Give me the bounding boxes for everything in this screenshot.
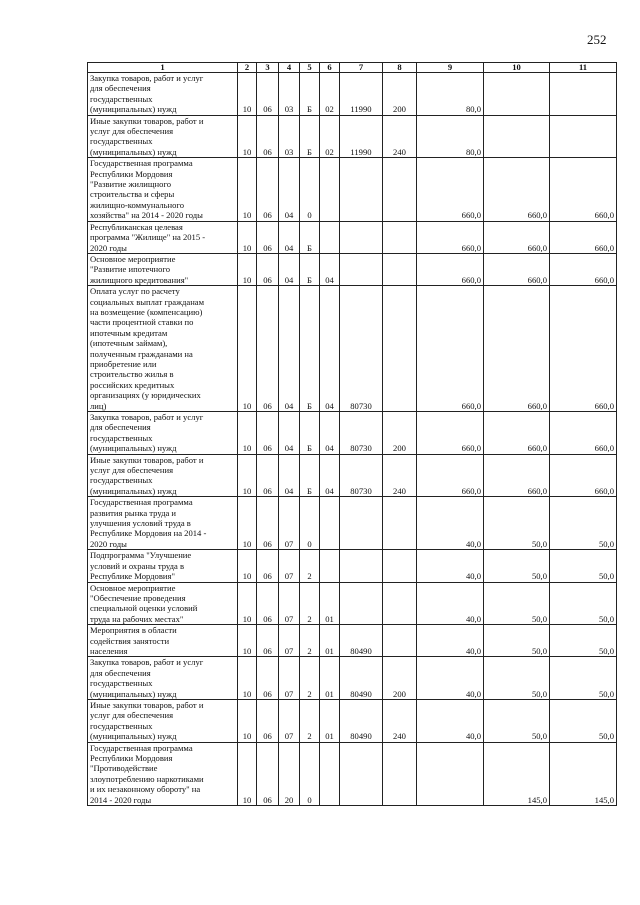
measure-code bbox=[320, 550, 340, 582]
direction-code bbox=[340, 742, 383, 805]
table-row bbox=[88, 221, 617, 253]
table-row bbox=[88, 253, 617, 285]
amount-col-10: 145,0 bbox=[484, 742, 550, 805]
amount-col-10: 660,0 bbox=[484, 158, 550, 221]
measure-code: 01 bbox=[320, 699, 340, 742]
section-code: 10 bbox=[238, 253, 257, 285]
expense-type-code bbox=[383, 497, 417, 550]
direction-code: 80490 bbox=[340, 625, 383, 657]
measure-code bbox=[320, 497, 340, 550]
section-code: 10 bbox=[238, 73, 257, 116]
program-code: 07 bbox=[279, 657, 300, 700]
amount-col-11: 660,0 bbox=[550, 454, 617, 497]
subprogram-code: Б bbox=[300, 221, 320, 253]
amount-col-9: 40,0 bbox=[417, 699, 484, 742]
amount-col-9: 40,0 bbox=[417, 550, 484, 582]
table-row bbox=[88, 115, 617, 158]
section-code: 10 bbox=[238, 582, 257, 625]
expense-type-code bbox=[383, 550, 417, 582]
program-code: 03 bbox=[279, 73, 300, 116]
table-body bbox=[88, 73, 617, 806]
subsection-code: 06 bbox=[257, 115, 279, 158]
amount-col-11: 660,0 bbox=[550, 253, 617, 285]
subsection-code: 06 bbox=[257, 286, 279, 412]
subsection-code: 06 bbox=[257, 657, 279, 700]
table-row bbox=[88, 412, 617, 455]
subprogram-code: 2 bbox=[300, 625, 320, 657]
amount-col-9: 660,0 bbox=[417, 286, 484, 412]
amount-col-11 bbox=[550, 115, 617, 158]
section-code: 10 bbox=[238, 742, 257, 805]
section-code: 10 bbox=[238, 115, 257, 158]
table-row bbox=[88, 582, 617, 625]
column-header: 8 bbox=[383, 63, 417, 73]
row-description: Подпрограмма "Улучшение условий и охраны труда в Республике Мордовия" bbox=[88, 550, 238, 582]
amount-col-11: 50,0 bbox=[550, 582, 617, 625]
amount-col-10: 660,0 bbox=[484, 454, 550, 497]
subprogram-code: 0 bbox=[300, 497, 320, 550]
subsection-code: 06 bbox=[257, 221, 279, 253]
direction-code: 80730 bbox=[340, 286, 383, 412]
amount-col-10: 660,0 bbox=[484, 253, 550, 285]
column-header: 7 bbox=[340, 63, 383, 73]
table-row bbox=[88, 657, 617, 700]
subsection-code: 06 bbox=[257, 550, 279, 582]
column-header: 11 bbox=[550, 63, 617, 73]
measure-code: 04 bbox=[320, 412, 340, 455]
program-code: 07 bbox=[279, 625, 300, 657]
section-code: 10 bbox=[238, 221, 257, 253]
amount-col-10: 660,0 bbox=[484, 286, 550, 412]
amount-col-10: 660,0 bbox=[484, 412, 550, 455]
expense-type-code: 240 bbox=[383, 115, 417, 158]
column-header: 5 bbox=[300, 63, 320, 73]
section-code: 10 bbox=[238, 286, 257, 412]
measure-code: 04 bbox=[320, 253, 340, 285]
section-code: 10 bbox=[238, 699, 257, 742]
amount-col-9: 80,0 bbox=[417, 115, 484, 158]
table-row bbox=[88, 454, 617, 497]
direction-code bbox=[340, 158, 383, 221]
amount-col-9: 660,0 bbox=[417, 253, 484, 285]
column-header: 10 bbox=[484, 63, 550, 73]
direction-code: 80490 bbox=[340, 657, 383, 700]
direction-code bbox=[340, 497, 383, 550]
program-code: 04 bbox=[279, 158, 300, 221]
amount-col-10: 50,0 bbox=[484, 699, 550, 742]
amount-col-11: 660,0 bbox=[550, 158, 617, 221]
measure-code: 01 bbox=[320, 625, 340, 657]
row-description: Закупка товаров, работ и услуг для обеспечения государственных (муниципальных) нужд bbox=[88, 412, 238, 455]
row-description: Иные закупки товаров, работ и услуг для обеспечения государственных (муниципальных) нужд bbox=[88, 115, 238, 158]
subsection-code: 06 bbox=[257, 582, 279, 625]
subprogram-code: Б bbox=[300, 73, 320, 116]
amount-col-10: 50,0 bbox=[484, 550, 550, 582]
subprogram-code: Б bbox=[300, 454, 320, 497]
row-description: Мероприятия в области содействия занятости населения bbox=[88, 625, 238, 657]
expense-type-code bbox=[383, 221, 417, 253]
expense-type-code bbox=[383, 158, 417, 221]
subprogram-code: Б bbox=[300, 412, 320, 455]
amount-col-9: 80,0 bbox=[417, 73, 484, 116]
column-header: 1 bbox=[88, 63, 238, 73]
amount-col-9: 40,0 bbox=[417, 657, 484, 700]
program-code: 04 bbox=[279, 221, 300, 253]
row-description: Основное мероприятие "Развитие ипотечного жилищного кредитования" bbox=[88, 253, 238, 285]
row-description: Основное мероприятие "Обеспечение проведения специальной оценки условий труда на рабочих местах" bbox=[88, 582, 238, 625]
measure-code bbox=[320, 221, 340, 253]
table-row bbox=[88, 286, 617, 412]
direction-code bbox=[340, 253, 383, 285]
amount-col-9: 40,0 bbox=[417, 625, 484, 657]
expense-type-code bbox=[383, 582, 417, 625]
amount-col-10 bbox=[484, 73, 550, 116]
column-header: 4 bbox=[279, 63, 300, 73]
subsection-code: 06 bbox=[257, 625, 279, 657]
page-number: 252 bbox=[587, 32, 607, 47]
direction-code bbox=[340, 221, 383, 253]
row-description: Государственная программа Республики Мордовия "Противодействие злоупотреблению наркотиками и их незаконному обороту" на 2014 - 2020 годы bbox=[88, 742, 238, 805]
subprogram-code: 2 bbox=[300, 699, 320, 742]
column-header: 9 bbox=[417, 63, 484, 73]
direction-code bbox=[340, 550, 383, 582]
subsection-code: 06 bbox=[257, 699, 279, 742]
table-row bbox=[88, 625, 617, 657]
measure-code: 01 bbox=[320, 657, 340, 700]
amount-col-11: 145,0 bbox=[550, 742, 617, 805]
amount-col-11: 660,0 bbox=[550, 412, 617, 455]
expense-type-code: 200 bbox=[383, 73, 417, 116]
amount-col-10: 50,0 bbox=[484, 625, 550, 657]
amount-col-10 bbox=[484, 115, 550, 158]
subsection-code: 06 bbox=[257, 454, 279, 497]
amount-col-9: 660,0 bbox=[417, 412, 484, 455]
amount-col-10: 660,0 bbox=[484, 221, 550, 253]
expense-type-code: 240 bbox=[383, 454, 417, 497]
amount-col-9: 660,0 bbox=[417, 158, 484, 221]
subsection-code: 06 bbox=[257, 497, 279, 550]
program-code: 07 bbox=[279, 582, 300, 625]
subprogram-code: 2 bbox=[300, 582, 320, 625]
direction-code: 80730 bbox=[340, 412, 383, 455]
program-code: 04 bbox=[279, 286, 300, 412]
subprogram-code: 0 bbox=[300, 742, 320, 805]
amount-col-10: 50,0 bbox=[484, 657, 550, 700]
measure-code: 04 bbox=[320, 286, 340, 412]
amount-col-11: 50,0 bbox=[550, 625, 617, 657]
amount-col-11: 50,0 bbox=[550, 550, 617, 582]
expense-type-code: 200 bbox=[383, 412, 417, 455]
subprogram-code: 2 bbox=[300, 550, 320, 582]
direction-code bbox=[340, 582, 383, 625]
column-header: 2 bbox=[238, 63, 257, 73]
row-description: Иные закупки товаров, работ и услуг для обеспечения государственных (муниципальных) нужд bbox=[88, 454, 238, 497]
subprogram-code: Б bbox=[300, 115, 320, 158]
table-row bbox=[88, 699, 617, 742]
subprogram-code: 0 bbox=[300, 158, 320, 221]
section-code: 10 bbox=[238, 657, 257, 700]
measure-code: 04 bbox=[320, 454, 340, 497]
table-row bbox=[88, 550, 617, 582]
amount-col-11: 660,0 bbox=[550, 286, 617, 412]
expense-type-code bbox=[383, 742, 417, 805]
row-description: Республиканская целевая программа "Жилище" на 2015 - 2020 годы bbox=[88, 221, 238, 253]
table-row bbox=[88, 742, 617, 805]
measure-code: 02 bbox=[320, 73, 340, 116]
subprogram-code: Б bbox=[300, 286, 320, 412]
amount-col-9 bbox=[417, 742, 484, 805]
amount-col-10: 50,0 bbox=[484, 582, 550, 625]
amount-col-9: 660,0 bbox=[417, 454, 484, 497]
subsection-code: 06 bbox=[257, 253, 279, 285]
expense-type-code bbox=[383, 253, 417, 285]
table-row bbox=[88, 158, 617, 221]
section-code: 10 bbox=[238, 625, 257, 657]
program-code: 04 bbox=[279, 454, 300, 497]
header-row bbox=[88, 63, 617, 73]
row-description: Закупка товаров, работ и услуг для обеспечения государственных (муниципальных) нужд bbox=[88, 657, 238, 700]
section-code: 10 bbox=[238, 454, 257, 497]
budget-table bbox=[87, 62, 617, 806]
section-code: 10 bbox=[238, 412, 257, 455]
amount-col-9: 660,0 bbox=[417, 221, 484, 253]
program-code: 07 bbox=[279, 550, 300, 582]
amount-col-9: 40,0 bbox=[417, 497, 484, 550]
expense-type-code bbox=[383, 286, 417, 412]
section-code: 10 bbox=[238, 550, 257, 582]
program-code: 04 bbox=[279, 412, 300, 455]
amount-col-10: 50,0 bbox=[484, 497, 550, 550]
amount-col-9: 40,0 bbox=[417, 582, 484, 625]
subsection-code: 06 bbox=[257, 412, 279, 455]
program-code: 20 bbox=[279, 742, 300, 805]
program-code: 07 bbox=[279, 497, 300, 550]
column-header: 3 bbox=[257, 63, 279, 73]
measure-code bbox=[320, 158, 340, 221]
expense-type-code: 200 bbox=[383, 657, 417, 700]
subprogram-code: Б bbox=[300, 253, 320, 285]
column-header: 6 bbox=[320, 63, 340, 73]
amount-col-11: 660,0 bbox=[550, 221, 617, 253]
subsection-code: 06 bbox=[257, 158, 279, 221]
table-row bbox=[88, 73, 617, 116]
amount-col-11: 50,0 bbox=[550, 699, 617, 742]
section-code: 10 bbox=[238, 497, 257, 550]
measure-code: 02 bbox=[320, 115, 340, 158]
section-code: 10 bbox=[238, 158, 257, 221]
direction-code: 11990 bbox=[340, 73, 383, 116]
subsection-code: 06 bbox=[257, 73, 279, 116]
expense-type-code: 240 bbox=[383, 699, 417, 742]
expense-type-code bbox=[383, 625, 417, 657]
subsection-code: 06 bbox=[257, 742, 279, 805]
program-code: 03 bbox=[279, 115, 300, 158]
amount-col-11 bbox=[550, 73, 617, 116]
direction-code: 80490 bbox=[340, 699, 383, 742]
direction-code: 80730 bbox=[340, 454, 383, 497]
program-code: 04 bbox=[279, 253, 300, 285]
row-description: Закупка товаров, работ и услуг для обеспечения государственных (муниципальных) нужд bbox=[88, 73, 238, 116]
table-row bbox=[88, 497, 617, 550]
amount-col-11: 50,0 bbox=[550, 497, 617, 550]
row-description: Иные закупки товаров, работ и услуг для обеспечения государственных (муниципальных) нужд bbox=[88, 699, 238, 742]
row-description: Государственная программа развития рынка труда и улучшения условий труда в Республике Мордовия на 2014 - 2020 годы bbox=[88, 497, 238, 550]
row-description: Государственная программа Республики Мордовия "Развитие жилищного строительства и сферы жилищно-коммунального хозяйства" на 2014 - 2020 годы bbox=[88, 158, 238, 221]
measure-code bbox=[320, 742, 340, 805]
measure-code: 01 bbox=[320, 582, 340, 625]
amount-col-11: 50,0 bbox=[550, 657, 617, 700]
subprogram-code: 2 bbox=[300, 657, 320, 700]
program-code: 07 bbox=[279, 699, 300, 742]
row-description: Оплата услуг по расчету социальных выплат гражданам на возмещение (компенсацию) части процентной ставки по ипотечным кредитам (ипотечным займам), полученным гражданами на приобретение или строительство жилья в российских кредитных организациях (у юридических лиц) bbox=[88, 286, 238, 412]
direction-code: 11990 bbox=[340, 115, 383, 158]
